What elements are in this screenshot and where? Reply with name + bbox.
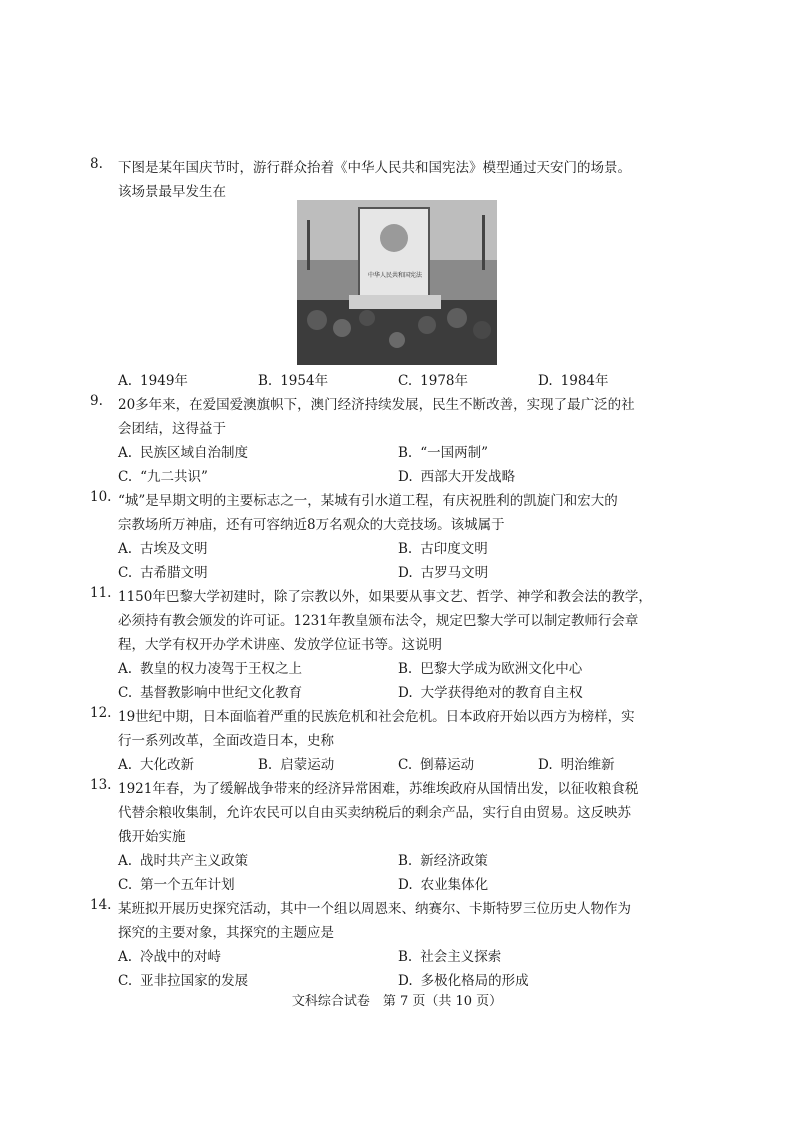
question-14 bbox=[90, 897, 678, 993]
question-number: 10. bbox=[90, 489, 112, 505]
option-b[interactable]: B. 社会主义探索 bbox=[398, 949, 502, 965]
option-a[interactable]: A. 大化改新 bbox=[118, 757, 195, 773]
question-8-options bbox=[118, 369, 678, 393]
question-text: 1150年巴黎大学初建时，除了宗教以外，如果要从事文艺、哲学、神学和教会法的教学， 必须持有教会颁发的许可证。1231年教皇颁布法令，规定巴黎大学可以制定教师行会章 程，大学有权开办学术讲座、发放学位证书等。这说明 bbox=[118, 589, 652, 653]
option-d[interactable]: D. 西部大开发战略 bbox=[398, 469, 516, 485]
question-10 bbox=[90, 489, 678, 585]
question-text: 下图是某年国庆节时，游行群众抬着《中华人民共和国宪法》模型通过天安门的场景。 该场景最早发生在 bbox=[118, 160, 631, 200]
question-8 bbox=[90, 156, 678, 204]
option-b[interactable]: B. 巴黎大学成为欧洲文化中心 bbox=[398, 661, 583, 677]
option-d[interactable]: D. 大学获得绝对的教育自主权 bbox=[398, 685, 583, 701]
option-a[interactable]: A. 民族区域自治制度 bbox=[118, 445, 249, 461]
option-c[interactable]: C. 1978年 bbox=[398, 373, 468, 389]
option-d[interactable]: D. 明治维新 bbox=[538, 757, 615, 773]
model-caption: 中华人民共和国宪法 bbox=[367, 272, 422, 279]
option-d[interactable]: D. 多极化格局的形成 bbox=[398, 973, 529, 989]
question-text: 1921年春，为了缓解战争带来的经济异常困难，苏维埃政府从国情出发，以征收粮食税 代替余粮收集制，允许农民可以自由买卖纳税后的剩余产品，实行自由贸易。这反映苏 俄开始实施 bbox=[118, 781, 639, 845]
question-number: 8. bbox=[90, 156, 103, 172]
option-b[interactable]: B. “一国两制” bbox=[398, 445, 489, 461]
option-b[interactable]: B. 古印度文明 bbox=[398, 541, 488, 557]
option-b[interactable]: B. 新经济政策 bbox=[398, 853, 488, 869]
question-number: 12. bbox=[90, 705, 112, 721]
question-11 bbox=[90, 585, 678, 705]
question-number: 14. bbox=[90, 897, 112, 913]
question-text: 19世纪中期，日本面临着严重的民族危机和社会危机。日本政府开始以西方为榜样，实 行一系列改革，全面改造日本，史称 bbox=[118, 709, 635, 749]
question-13 bbox=[90, 777, 678, 897]
question-number: 11. bbox=[90, 585, 112, 601]
option-a[interactable]: A. 战时共产主义政策 bbox=[118, 853, 249, 869]
option-c[interactable]: C. 亚非拉国家的发展 bbox=[118, 973, 249, 989]
option-c[interactable]: C. “九二共识” bbox=[118, 469, 208, 485]
parade-photo bbox=[297, 200, 497, 365]
question-9 bbox=[90, 393, 678, 489]
option-d[interactable]: D. 农业集体化 bbox=[398, 877, 489, 893]
option-c[interactable]: C. 第一个五年计划 bbox=[118, 877, 235, 893]
option-a[interactable]: A. 冷战中的对峙 bbox=[118, 949, 222, 965]
question-12 bbox=[90, 705, 678, 777]
question-text: 某班拟开展历史探究活动，其中一个组以周恩来、纳赛尔、卡斯特罗三位历史人物作为 探究的主要对象，其探究的主题应是 bbox=[118, 901, 631, 941]
option-a[interactable]: A. 古埃及文明 bbox=[118, 541, 208, 557]
question-number: 9. bbox=[90, 393, 103, 409]
option-a[interactable]: A. 1949年 bbox=[118, 373, 188, 389]
question-text: “城”是早期文明的主要标志之一，某城有引水道工程，有庆祝胜利的凯旋门和宏大的 宗教场所万神庙，还有可容纳近8万名观众的大竞技场。该城属于 bbox=[118, 493, 618, 533]
option-c[interactable]: C. 倒幕运动 bbox=[398, 757, 475, 773]
option-d[interactable]: D. 1984年 bbox=[538, 373, 609, 389]
option-a[interactable]: A. 教皇的权力凌驾于王权之上 bbox=[118, 661, 303, 677]
option-c[interactable]: C. 古希腊文明 bbox=[118, 565, 208, 581]
option-d[interactable]: D. 古罗马文明 bbox=[398, 565, 489, 581]
question-number: 13. bbox=[90, 777, 112, 793]
option-c[interactable]: C. 基督教影响中世纪文化教育 bbox=[118, 685, 303, 701]
option-b[interactable]: B. 启蒙运动 bbox=[258, 757, 335, 773]
question-text: 20多年来，在爱国爱澳旗帜下，澳门经济持续发展，民生不断改善，实现了最广泛的社 会团结，这得益于 bbox=[118, 397, 635, 437]
page-footer: 文科综合试卷 第 7 页（共 10 页） bbox=[291, 994, 503, 1009]
option-b[interactable]: B. 1954年 bbox=[258, 373, 329, 389]
